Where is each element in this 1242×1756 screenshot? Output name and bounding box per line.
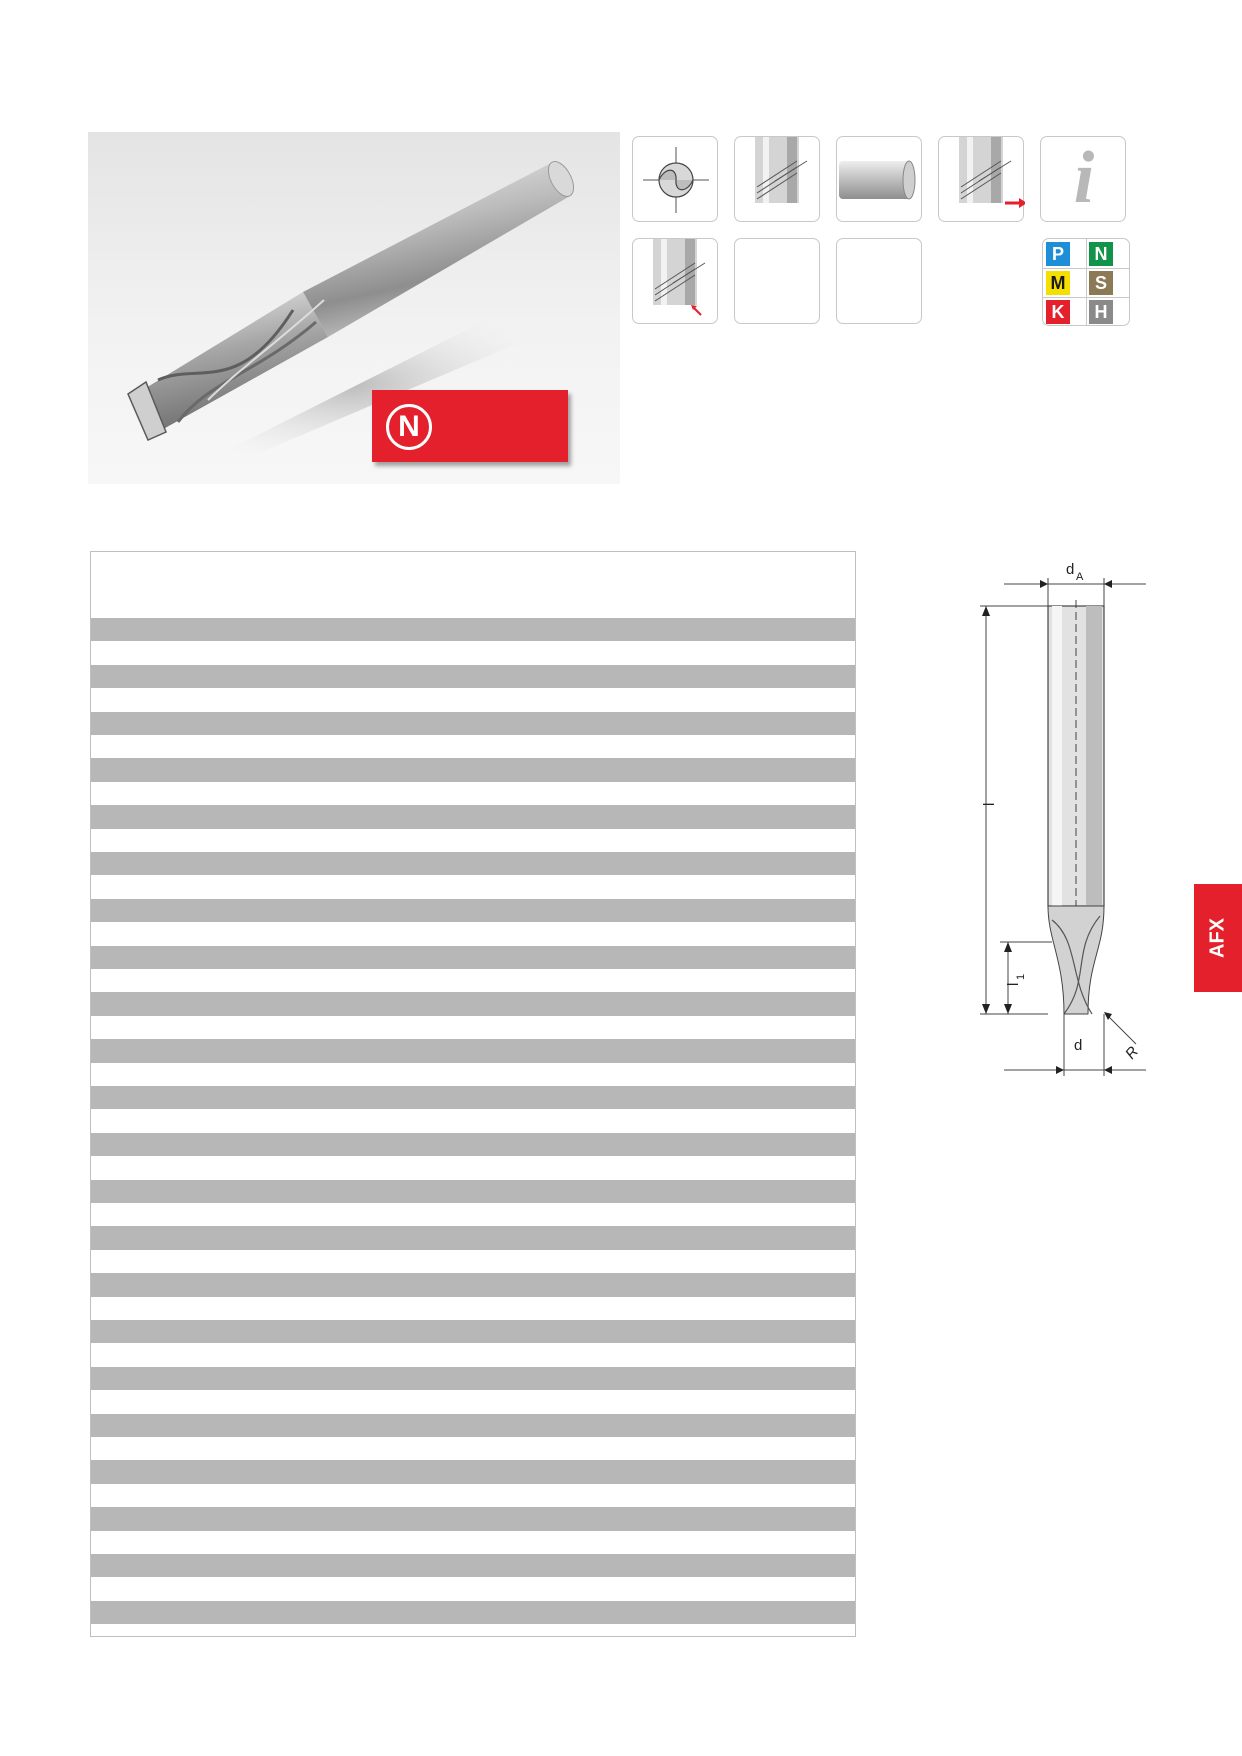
- material-n-badge: [372, 390, 568, 462]
- shank-diameter-sub-label: A: [1076, 571, 1084, 583]
- total-length-label: l: [981, 802, 998, 806]
- table-row: [91, 1601, 855, 1624]
- table-row: [91, 712, 855, 735]
- cutting-length-label: l: [1005, 982, 1022, 986]
- plain-shank-icon: [836, 136, 922, 222]
- section-tab[interactable]: [1194, 884, 1242, 992]
- helix-30-icon: [734, 136, 820, 222]
- table-row: [91, 946, 855, 969]
- material-m-icon: M: [1046, 271, 1070, 295]
- table-row: [91, 1086, 855, 1109]
- technical-drawing: [960, 540, 1160, 1095]
- table-row: [91, 805, 855, 828]
- material-k-icon: K: [1046, 300, 1070, 324]
- table-row: [91, 665, 855, 688]
- product-photo: [88, 132, 620, 484]
- table-row: [91, 1133, 855, 1156]
- material-n-icon: N: [1089, 242, 1113, 266]
- dimension-table: [90, 551, 856, 1637]
- table-row: [91, 1414, 855, 1437]
- table-row: [91, 1554, 855, 1577]
- table-row: [91, 852, 855, 875]
- corner-radius-icon: [632, 238, 718, 324]
- radius-label: R: [1122, 1043, 1143, 1063]
- table-row: [91, 1273, 855, 1296]
- empty-icon: [734, 238, 820, 324]
- table-row: [91, 1367, 855, 1390]
- material-h-icon: H: [1089, 300, 1113, 324]
- table-row: [91, 758, 855, 781]
- info-icon: i: [1040, 136, 1126, 222]
- diameter-label: d: [1074, 1037, 1083, 1054]
- table-row: [91, 618, 855, 641]
- end-mill-drawing-icon: [960, 540, 1160, 1090]
- cutting-length-sub-label: 1: [1015, 973, 1027, 980]
- section-tab-label: AFX: [1206, 918, 1229, 958]
- table-row: [91, 1507, 855, 1530]
- material-s-icon: S: [1089, 271, 1113, 295]
- table-row: [91, 1320, 855, 1343]
- table-row: [91, 1180, 855, 1203]
- empty-icon: [836, 238, 922, 324]
- material-p-icon: P: [1046, 242, 1070, 266]
- two-flute-cross-section-icon: [632, 136, 718, 222]
- table-row: [91, 1039, 855, 1062]
- shank-diameter-label: d: [1066, 561, 1075, 578]
- table-row: [91, 899, 855, 922]
- material-n-icon: N: [386, 404, 432, 450]
- table-row: [91, 992, 855, 1015]
- table-row: [91, 1460, 855, 1483]
- table-row: [91, 1226, 855, 1249]
- helix-right-hand-cut-icon: [938, 136, 1024, 222]
- material-groups: [1042, 238, 1130, 326]
